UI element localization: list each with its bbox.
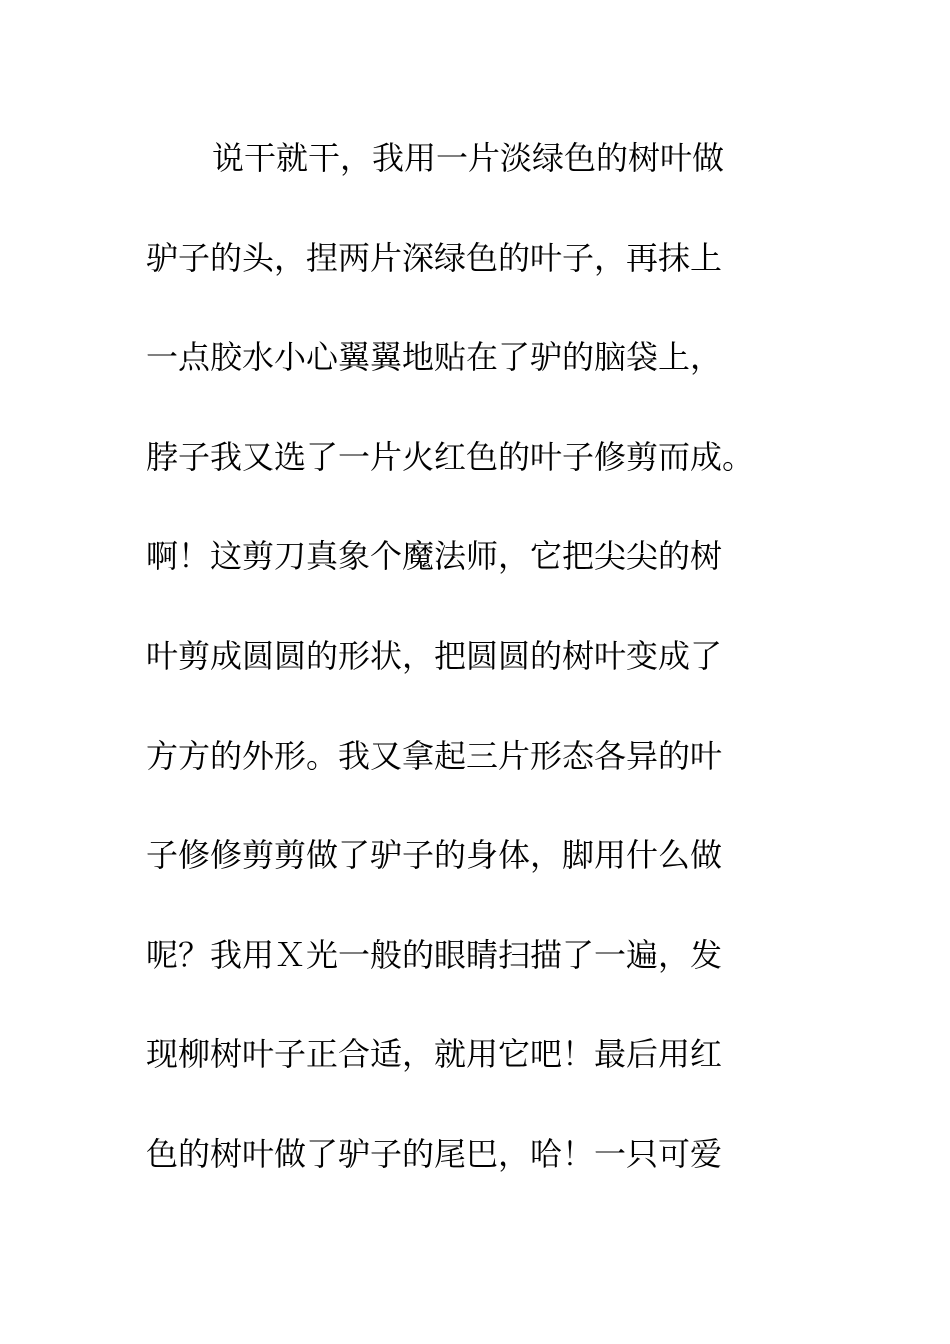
paragraph-line-3: 一点胶水小心翼翼地贴在了驴的脑袋上， bbox=[146, 338, 723, 377]
paragraph-line-11: 色的树叶做了驴子的尾巴，哈！一只可爱 bbox=[146, 1134, 723, 1173]
body-paragraph bbox=[146, 128, 826, 1224]
paragraph-line-5: 啊！这剪刀真象个魔法师，它把尖尖的树 bbox=[146, 537, 723, 576]
paragraph-line-2: 驴子的头，捏两片深绿色的叶子，再抹上 bbox=[146, 238, 723, 277]
paragraph-line-1: 说干就干，我用一片淡绿色的树叶做 bbox=[212, 139, 725, 177]
paragraph-line-10: 现柳树叶子正合适，就用它吧！最后用红 bbox=[146, 1035, 723, 1074]
paragraph-line-6: 叶剪成圆圆的形状，把圆圆的树叶变成了 bbox=[146, 636, 723, 675]
paragraph-line-4: 脖子我又选了一片火红色的叶子修剪而成。 bbox=[146, 437, 755, 476]
paragraph-line-7: 方方的外形。我又拿起三片形态各异的叶 bbox=[146, 736, 723, 775]
paragraph-line-8: 子修修剪剪做了驴子的身体，脚用什么做 bbox=[146, 836, 723, 875]
paragraph-line-9: 呢？我用Ｘ光一般的眼睛扫描了一遍，发 bbox=[146, 935, 723, 974]
